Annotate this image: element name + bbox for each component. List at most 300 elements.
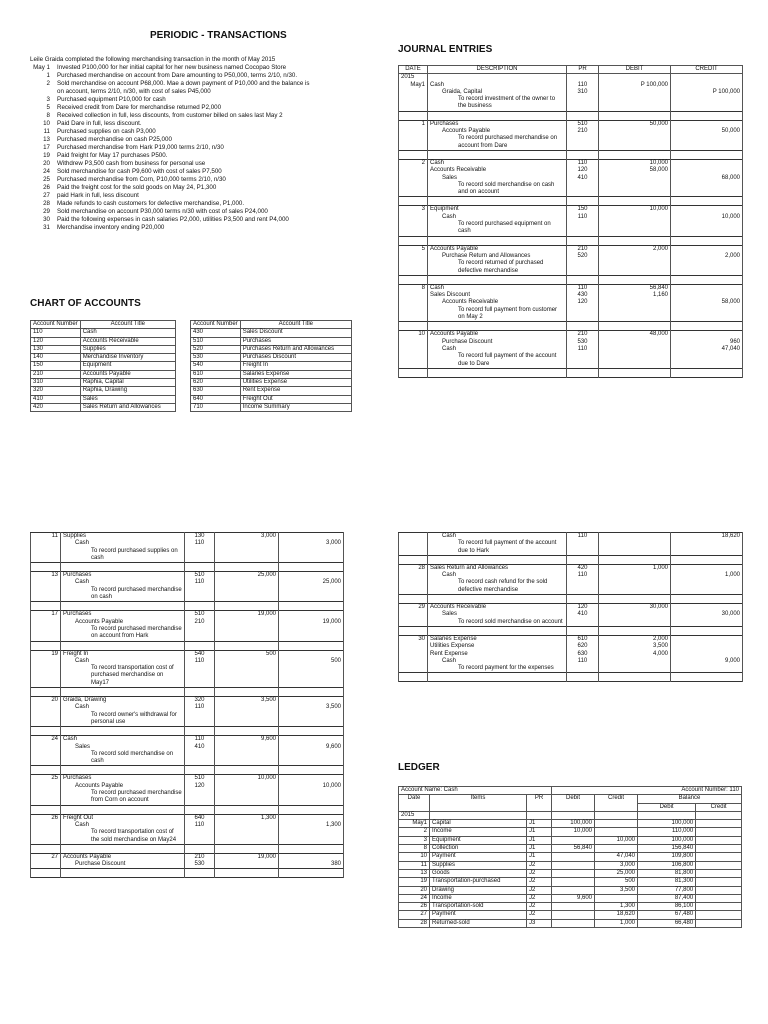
ledger-balance-debit: 100,000 (638, 820, 696, 828)
journal-line (31, 783, 344, 790)
journal-account: Purchases (428, 120, 567, 128)
journal-debit (215, 704, 279, 711)
journal-year-row (399, 74, 743, 82)
intro-text: Leile Graida completed the following merchandising transaction in the month of May 2015 (30, 56, 276, 63)
journal-table-page2-right (398, 532, 743, 682)
journal-pr: 410 (567, 611, 599, 618)
transaction-text: Made refunds to cash customers for defective merchandise, P1,000. (57, 200, 245, 207)
journal-date: 5 (399, 245, 428, 253)
journal-account: Cash (428, 284, 567, 292)
journal-date (31, 658, 61, 665)
journal-spacer (399, 322, 743, 331)
journal-spacer (399, 236, 743, 245)
coa-account-title: Income Summary (240, 403, 351, 411)
journal-debit (215, 822, 279, 829)
coa-row (31, 370, 176, 378)
ledger-balance-debit: 110,000 (638, 828, 696, 836)
journal-account: Supplies (61, 533, 185, 541)
journal-account: Sales (428, 175, 567, 182)
transaction-text: Paid freight for May 17 purchases P500. (57, 152, 168, 159)
ledger-title: LEDGER (398, 762, 440, 773)
coa-account-title: Freight Out (240, 395, 351, 403)
transaction-text: Invested P100,000 for her initial capital for her new business named Cocopao Store (57, 64, 287, 71)
journal-account: Accounts Payable (61, 853, 185, 861)
ledger-item: Collection (430, 845, 527, 853)
journal-pr: 510 (185, 572, 215, 580)
ledger-pr: J1 (527, 836, 552, 844)
journal-line (31, 861, 344, 869)
journal-debit: 500 (215, 650, 279, 658)
journal-credit: 30,000 (671, 611, 743, 618)
journal-date: 10 (399, 331, 428, 339)
ledger-date: 24 (399, 894, 430, 902)
transaction-date: 19 (43, 152, 50, 159)
journal-credit (671, 292, 743, 299)
journal-debit (215, 783, 279, 790)
ledger-pr: J2 (527, 878, 552, 886)
journal-debit: 10,000 (599, 206, 671, 214)
journal-pr: 430 (567, 292, 599, 299)
journal-explanation-row (31, 790, 344, 805)
journal-debit (599, 175, 671, 182)
journal-credit: 500 (279, 658, 344, 665)
journal-credit: 10,000 (279, 783, 344, 790)
journal-debit: 30,000 (599, 604, 671, 612)
coa-row (31, 337, 176, 345)
journal-credit (279, 650, 344, 658)
coa-account-title: Supplies (80, 345, 175, 353)
journal-account: Accounts Receivable (428, 604, 567, 612)
ledger-debit (552, 919, 595, 927)
journal-line (399, 658, 743, 665)
journal-pr: 620 (567, 643, 599, 650)
ledger-item: Payment (430, 911, 527, 919)
coa-account-title: Rent Expense (240, 387, 351, 395)
transaction-date: 13 (43, 136, 50, 143)
journal-debit: 50,000 (599, 120, 671, 128)
journal-pr: 130 (185, 533, 215, 541)
journal-account: Purchases (61, 572, 185, 580)
journal-credit (671, 604, 743, 612)
journal-pr: 110 (185, 658, 215, 665)
journal-date (399, 89, 428, 96)
ledger-pr: J2 (527, 869, 552, 877)
coa-row (31, 395, 176, 403)
journal-date (399, 253, 428, 260)
journal-pr: 110 (185, 736, 215, 744)
ledger-table (398, 786, 742, 928)
journal-pr: 110 (567, 346, 599, 353)
transaction-text: Paid Dare in full, less discount. (57, 120, 142, 127)
journal-date (399, 533, 428, 541)
journal-explanation: To record owner's withdrawal for personal use (61, 712, 185, 727)
coa-account-number: 630 (191, 387, 241, 395)
journal-explanation-row (399, 260, 743, 275)
ledger-item: Transportation-purchased (430, 878, 527, 886)
journal-debit (215, 579, 279, 586)
journal-line (399, 651, 743, 658)
journal-credit: 3,000 (279, 540, 344, 547)
journal-line (31, 822, 344, 829)
journal-account: Accounts Receivable (428, 299, 567, 306)
ledger-balance-credit (696, 820, 742, 828)
journal-pr: 640 (185, 814, 215, 822)
coa-row (31, 345, 176, 353)
coa-account-title: Raphia, Drawing (80, 387, 175, 395)
journal-pr: 210 (185, 619, 215, 626)
ledger-debit: 56,840 (552, 845, 595, 853)
ledger-date: 19 (399, 878, 430, 886)
journal-pr: 310 (567, 89, 599, 96)
journal-pr: 610 (567, 635, 599, 643)
journal-pr: 210 (567, 331, 599, 339)
journal-date (31, 619, 61, 626)
journal-explanation-row (31, 712, 344, 727)
ledger-head-debit: Debit (552, 795, 595, 812)
journal-spacer (31, 688, 344, 697)
coa-row (31, 362, 176, 370)
journal-credit: 18,620 (671, 533, 743, 541)
journal-debit: 1,160 (599, 292, 671, 299)
journal-credit (671, 167, 743, 174)
journal-year: 2015 (399, 74, 428, 82)
journal-line (399, 346, 743, 353)
journal-account: Cash (61, 736, 185, 744)
journal-date (31, 822, 61, 829)
journal-debit (599, 253, 671, 260)
ledger-date: 8 (399, 845, 430, 853)
journal-line (399, 167, 743, 174)
coa-head-number: Account Number (31, 321, 81, 329)
journal-date (399, 611, 428, 618)
journal-explanation-row (31, 751, 344, 766)
journal-pr: 110 (567, 159, 599, 167)
journal-pr: 110 (185, 579, 215, 586)
journal-explanation: To record investment of the owner to the business (428, 96, 567, 111)
journal-pr: 110 (185, 540, 215, 547)
journal-explanation-row (31, 626, 344, 641)
journal-pr: 110 (185, 822, 215, 829)
journal-explanation-row (399, 579, 743, 594)
ledger-pr: J2 (527, 903, 552, 911)
journal-account: Cash (428, 658, 567, 665)
ledger-item: Income (430, 894, 527, 902)
journal-credit: 50,000 (671, 128, 743, 135)
journal-explanation: To record purchased merchandise on account from Dare (428, 135, 567, 150)
journal-credit (279, 775, 344, 783)
coa-account-title: Accounts Payable (80, 370, 175, 378)
journal-date (399, 572, 428, 579)
ledger-account-name: Account Name: Cash (399, 787, 552, 795)
transaction-date: 2 (46, 80, 50, 87)
coa-account-number: 120 (31, 337, 81, 345)
coa-account-title: Sales Return and Allowances (80, 403, 175, 411)
transaction-text: Purchased merchandise on account from Dare amounting to P50,000, terms 2/10, n/30. (57, 72, 298, 79)
coa-row (191, 329, 352, 337)
coa-row (191, 354, 352, 362)
journal-table-page1 (398, 65, 743, 378)
journal-credit: 960 (671, 339, 743, 346)
ledger-credit: 3,500 (595, 886, 638, 894)
journal-line (31, 704, 344, 711)
ledger-item: Income (430, 828, 527, 836)
coa-account-title: Sales (80, 395, 175, 403)
journal-spacer (31, 563, 344, 572)
transaction-text: Sold merchandise for cash P9,600 with cost of sales P7,500 (57, 168, 222, 175)
ledger-balance-credit (696, 903, 742, 911)
journal-date (399, 346, 428, 353)
journal-debit (599, 128, 671, 135)
journal-credit: 68,000 (671, 175, 743, 182)
journal-pr: 630 (567, 651, 599, 658)
journal-account: Purchase Discount (61, 861, 185, 869)
ledger-row (399, 853, 742, 861)
journal-explanation: To record full payment from customer on May 2 (428, 307, 567, 322)
transaction-date: 1 (46, 72, 50, 79)
journal-account: Cash (428, 214, 567, 221)
journal-line (399, 643, 743, 650)
ledger-credit: 3,000 (595, 861, 638, 869)
transaction-date: 25 (43, 176, 50, 183)
chart-of-accounts-title: CHART OF ACCOUNTS (30, 298, 141, 309)
journal-line (31, 611, 344, 619)
journal-date: 19 (31, 650, 61, 658)
journal-date (399, 214, 428, 221)
journal-debit: 3,000 (215, 533, 279, 541)
journal-line (399, 128, 743, 135)
coa-row (191, 345, 352, 353)
transaction-text: paid Hark in full, less discount (57, 192, 139, 199)
ledger-row (399, 919, 742, 927)
ledger-balance-credit (696, 886, 742, 894)
journal-explanation-row (399, 182, 743, 197)
journal-credit (671, 635, 743, 643)
journal-debit: 4,000 (599, 651, 671, 658)
coa-row (191, 362, 352, 370)
coa-account-title: Equipment (80, 362, 175, 370)
ledger-balance-credit (696, 853, 742, 861)
journal-account: Purchases (61, 611, 185, 619)
journal-date: 20 (31, 697, 61, 705)
journal-head-credit: CREDIT (671, 66, 743, 74)
ledger-balance-credit (696, 919, 742, 927)
journal-spacer (31, 641, 344, 650)
journal-head-description: DESCRIPTION (428, 66, 567, 74)
coa-account-number: 130 (31, 345, 81, 353)
journal-pr: 120 (567, 299, 599, 306)
journal-line (399, 175, 743, 182)
journal-account: Equipment (428, 206, 567, 214)
journal-account: Sales (428, 611, 567, 618)
coa-account-title: Utilities Expense (240, 379, 351, 387)
journal-head-date: DATE (399, 66, 428, 74)
ledger-debit (552, 903, 595, 911)
journal-credit: 3,500 (279, 704, 344, 711)
ledger-pr: J1 (527, 845, 552, 853)
transaction-date: 29 (43, 208, 50, 215)
journal-credit (671, 82, 743, 89)
ledger-balance-credit (696, 836, 742, 844)
journal-account: Accounts Payable (61, 783, 185, 790)
ledger-row (399, 820, 742, 828)
ledger-debit (552, 869, 595, 877)
journal-line (31, 658, 344, 665)
transaction-date: 28 (43, 200, 50, 207)
journal-head-debit: DEBIT (599, 66, 671, 74)
journal-debit (215, 540, 279, 547)
journal-title: JOURNAL ENTRIES (398, 44, 493, 55)
journal-explanation: To record purchased merchandise on account from Hark (61, 626, 185, 641)
journal-account: Freight Out (61, 814, 185, 822)
journal-debit: 19,000 (215, 611, 279, 619)
ledger-date: 26 (399, 903, 430, 911)
journal-date: 29 (399, 604, 428, 612)
journal-explanation-row (31, 665, 344, 687)
ledger-row (399, 894, 742, 902)
journal-account: Sales Return and Allowances (428, 564, 567, 572)
journal-explanation-row (399, 135, 743, 150)
ledger-item: Equipment (430, 836, 527, 844)
journal-debit (599, 89, 671, 96)
ledger-balance-credit (696, 911, 742, 919)
journal-date: 26 (31, 814, 61, 822)
journal-debit: 56,840 (599, 284, 671, 292)
journal-line (399, 533, 743, 541)
journal-head-pr: PR (567, 66, 599, 74)
journal-credit: 1,000 (671, 572, 743, 579)
journal-date (399, 339, 428, 346)
ledger-balance-debit: 81,300 (638, 878, 696, 886)
coa-row (31, 387, 176, 395)
journal-account: Cash (61, 540, 185, 547)
journal-explanation: To record purchased merchandise on cash (61, 587, 185, 602)
ledger-credit (595, 894, 638, 902)
journal-debit: 3,500 (599, 643, 671, 650)
coa-account-title: Accounts Receivable (80, 337, 175, 345)
journal-pr: 510 (185, 775, 215, 783)
journal-credit (671, 206, 743, 214)
journal-line (31, 853, 344, 861)
coa-row (191, 379, 352, 387)
journal-account: Accounts Payable (61, 619, 185, 626)
ledger-item: Drawing (430, 886, 527, 894)
ledger-credit: 500 (595, 878, 638, 886)
journal-debit (599, 533, 671, 541)
journal-date: 2 (399, 159, 428, 167)
journal-credit: 19,000 (279, 619, 344, 626)
journal-credit (279, 533, 344, 541)
journal-date: 11 (31, 533, 61, 541)
coa-row (191, 387, 352, 395)
journal-credit (279, 853, 344, 861)
ledger-credit: 1,000 (595, 919, 638, 927)
ledger-debit (552, 911, 595, 919)
coa-row (191, 395, 352, 403)
journal-debit: 1,000 (599, 564, 671, 572)
journal-account: Accounts Payable (428, 245, 567, 253)
ledger-credit: 1,300 (595, 903, 638, 911)
journal-debit (599, 299, 671, 306)
journal-debit (599, 214, 671, 221)
journal-debit (215, 619, 279, 626)
coa-account-title: Freight In (240, 362, 351, 370)
transaction-date: 24 (43, 168, 50, 175)
journal-debit: 9,600 (215, 736, 279, 744)
ledger-date: 3 (399, 836, 430, 844)
journal-account: Accounts Payable (428, 331, 567, 339)
journal-credit (671, 651, 743, 658)
journal-line (31, 540, 344, 547)
coa-row (31, 403, 176, 411)
journal-date: May1 (399, 82, 428, 89)
ledger-account-number: Account Number: 110 (552, 787, 742, 795)
journal-explanation: To record purchased merchandise from Corn on account (61, 790, 185, 805)
journal-date (31, 861, 61, 869)
coa-account-number: 110 (31, 329, 81, 337)
journal-date (399, 167, 428, 174)
transaction-text: Sold merchandise on account P68,000. Mae a down payment of P10,000 and the balance is (57, 80, 310, 87)
journal-pr: 110 (567, 572, 599, 579)
journal-credit: 47,040 (671, 346, 743, 353)
journal-account: Freight In (61, 650, 185, 658)
journal-account: Purchase Return and Allowances (428, 253, 567, 260)
transaction-date: 27 (43, 192, 50, 199)
journal-pr: 210 (567, 128, 599, 135)
journal-explanation: To record sold merchandise on cash (61, 751, 185, 766)
ledger-item: Supplies (430, 861, 527, 869)
ledger-year: 2015 (399, 811, 430, 819)
coa-account-number: 610 (191, 370, 241, 378)
journal-explanation: To record payment for the expenses (428, 665, 567, 673)
transaction-date: 5 (46, 104, 50, 111)
ledger-item: Transportation-sold (430, 903, 527, 911)
journal-spacer (399, 555, 743, 564)
transaction-date: 17 (43, 144, 50, 151)
coa-row (191, 337, 352, 345)
ledger-item: Returned-sold (430, 919, 527, 927)
chart-of-accounts-left (30, 320, 176, 412)
journal-pr: 110 (567, 658, 599, 665)
journal-pr: 210 (185, 853, 215, 861)
journal-spacer (31, 805, 344, 814)
ledger-balance-debit: 77,800 (638, 886, 696, 894)
journal-debit (215, 861, 279, 869)
journal-line (399, 206, 743, 214)
journal-line (31, 572, 344, 580)
ledger-row (399, 911, 742, 919)
ledger-row (399, 878, 742, 886)
journal-debit: 2,000 (599, 635, 671, 643)
journal-pr: 410 (567, 175, 599, 182)
ledger-pr: J2 (527, 886, 552, 894)
ledger-credit: 18,620 (595, 911, 638, 919)
coa-row (31, 354, 176, 362)
journal-debit: 58,000 (599, 167, 671, 174)
coa-account-number: 210 (31, 370, 81, 378)
ledger-head-credit: Credit (595, 795, 638, 812)
transaction-text: Withdrew P3,500 cash from business for personal use (57, 160, 206, 167)
journal-spacer (399, 150, 743, 159)
ledger-date: May1 (399, 820, 430, 828)
journal-spacer (399, 197, 743, 206)
journal-line (399, 292, 743, 299)
journal-credit (671, 159, 743, 167)
journal-explanation: To record full payment of the account due to Hark (428, 540, 567, 555)
journal-credit (671, 331, 743, 339)
journal-line (399, 82, 743, 89)
journal-pr: 110 (567, 82, 599, 89)
journal-date (399, 175, 428, 182)
